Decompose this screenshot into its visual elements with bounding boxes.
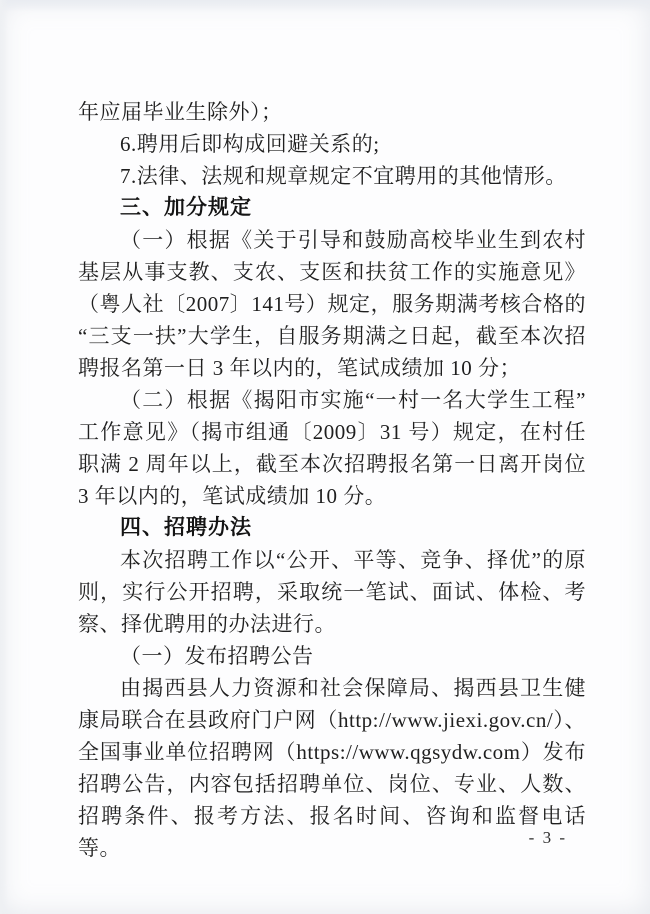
paragraph-list-item-6: 6.聘用后即构成回避关系的;	[120, 132, 380, 156]
document-body	[78, 96, 586, 864]
paragraph-recruitment-principle: 本次招聘工作以“公开、平等、竞争、择优”的原则，实行公开招聘，采取统一笔试、面试、体检、考察、择优聘用的办法进行。	[78, 548, 586, 636]
paragraph-announcement-channels: 由揭西县人力资源和社会保障局、揭西县卫生健康局联合在县政府门户网（http://www.jiexi.gov.cn/）、全国事业单位招聘网（https://www.qgsydw.com）发布招聘公告，内容包括招聘单位、岗位、专业、人数、招聘条件、报考方法、报名时间、咨询和监督电话等。	[78, 676, 586, 860]
paragraph-bonus-rule-1: （一）根据《关于引导和鼓励高校毕业生到农村基层从事支教、支农、支医和扶贫工作的实施意见》（粤人社〔2007〕141号）规定，服务期满考核合格的“三支一扶”大学生，自服务期满之日起，截至本次招聘报名第一日 3 年以内的，笔试成绩加 10 分；	[78, 228, 586, 380]
paragraph-list-item-7: 7.法律、法规和规章规定不宜聘用的其他情形。	[120, 164, 567, 188]
subsection-heading-announcement: （一）发布招聘公告	[120, 644, 314, 668]
scan-edge-shading	[0, 0, 8, 914]
section-heading-bonus-rules: 三、加分规定	[120, 196, 252, 219]
page-number: - 3 -	[528, 828, 567, 847]
paragraph-bonus-rule-2: （二）根据《揭阳市实施“一村一名大学生工程”工作意见》（揭市组通〔2009〕31 号）规定，在村任职满 2 周年以上，截至本次招聘报名第一日离开岗位 3 年以内的，笔试成绩加 10 分。	[78, 388, 586, 508]
scan-edge-shading	[0, 0, 650, 12]
section-heading-recruitment-method: 四、招聘办法	[120, 516, 252, 539]
paragraph-continuation: 年应届毕业生除外）；	[78, 100, 283, 124]
